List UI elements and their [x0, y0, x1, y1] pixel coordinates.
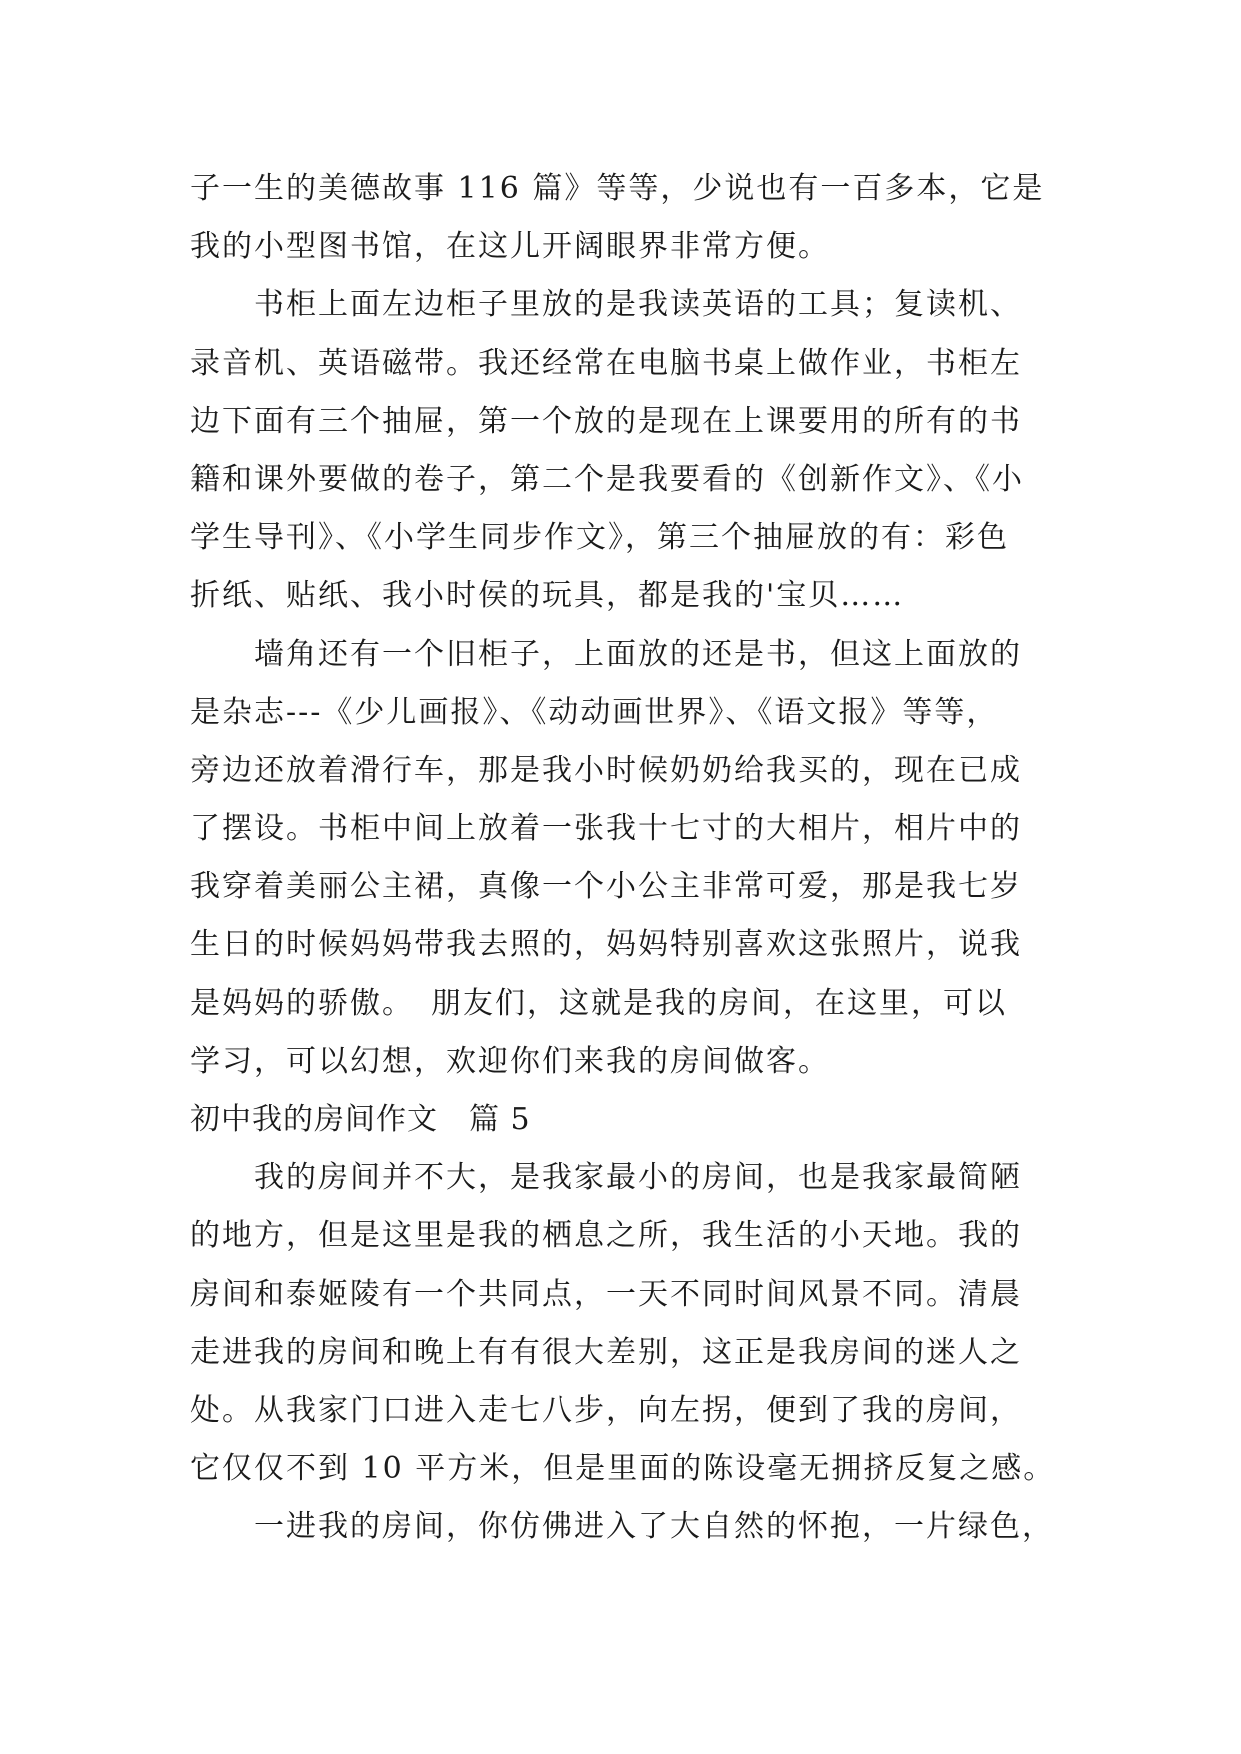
- body-text: [190, 160, 1080, 1557]
- text-line: 书柜上面左边柜子里放的是我读英语的工具；复读机、: [190, 287, 1022, 323]
- text-line: 学生导刊》、《小学生同步作文》，第三个抽屉放的有：彩色: [190, 520, 1009, 556]
- text-line: 我的小型图书馆，在这儿开阔眼界非常方便。: [190, 229, 830, 265]
- text-line: 子一生的美德故事 116 篇》等等，少说也有一百多本，它是: [190, 171, 1045, 206]
- text-line: 是妈妈的骄傲。 朋友们，这就是我的房间，在这里，可以: [190, 985, 1007, 1021]
- text-line: 走进我的房间和晚上有有很大差别，这正是我房间的迷人之: [190, 1334, 1022, 1370]
- text-line: 了摆设。书柜中间上放着一张我十七寸的大相片，相片中的: [190, 811, 1022, 847]
- text-line: 生日的时候妈妈带我去照的，妈妈特别喜欢这张照片，说我: [190, 927, 1022, 963]
- text-line: 处。从我家门口进入走七八步，向左拐，便到了我的房间，: [190, 1392, 1022, 1428]
- text-line: 我穿着美丽公主裙，真像一个小公主非常可爱，那是我七岁: [190, 869, 1022, 905]
- text-line: 籍和课外要做的卷子，第二个是我要看的《创新作文》、《小: [190, 461, 1024, 497]
- text-line: 的地方，但是这里是我的栖息之所，我生活的小天地。我的: [190, 1218, 1022, 1254]
- section-heading: 初中我的房间作文 篇 5: [190, 1102, 531, 1137]
- text-line: 它仅仅不到 10 平方米，但是里面的陈设毫无拥挤反复之感。: [190, 1451, 1056, 1487]
- text-line: 墙角还有一个旧柜子，上面放的还是书，但这上面放的: [190, 636, 1022, 672]
- text-line: 学习，可以幻想，欢迎你们来我的房间做客。: [190, 1043, 830, 1079]
- text-line: 一进我的房间，你仿佛进入了大自然的怀抱，一片绿色，: [190, 1509, 1054, 1545]
- text-line: 房间和泰姬陵有一个共同点，一天不同时间风景不同。清晨: [190, 1276, 1022, 1312]
- text-line: 旁边还放着滑行车，那是我小时候奶奶给我买的，现在已成: [190, 752, 1022, 788]
- text-line: 折纸、贴纸、我小时侯的玩具，都是我的'宝贝……: [190, 578, 905, 614]
- text-line: 边下面有三个抽屉，第一个放的是现在上课要用的所有的书: [190, 403, 1022, 439]
- text-line: 录音机、英语磁带。我还经常在电脑书桌上做作业，书柜左: [190, 345, 1022, 381]
- text-line: 是杂志---《少儿画报》、《动动画世界》、《语文报》等等，: [190, 694, 999, 730]
- text-line: 我的房间并不大，是我家最小的房间，也是我家最简陋: [190, 1160, 1022, 1196]
